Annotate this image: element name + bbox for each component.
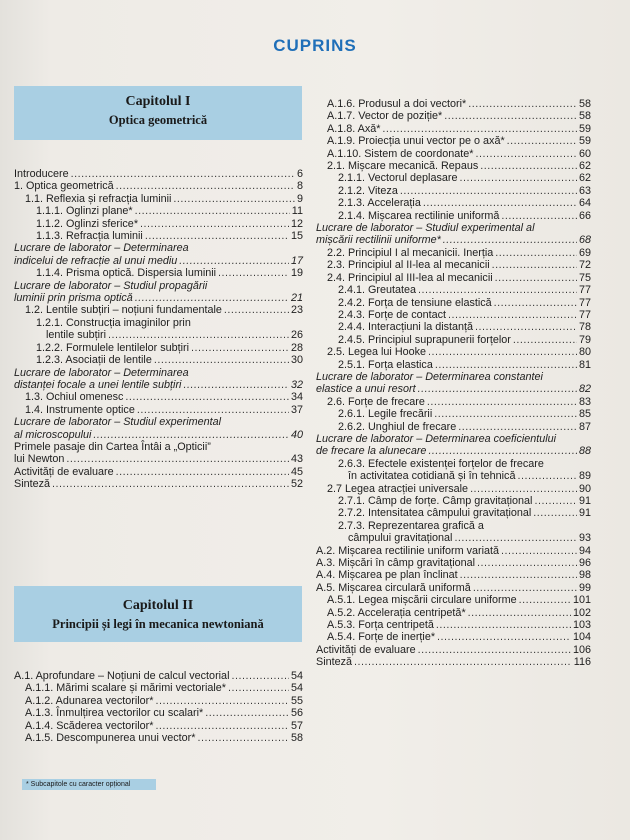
chapter-2-label: Capitolul II bbox=[122, 598, 194, 613]
page-number: 77 bbox=[578, 308, 591, 321]
toc-entry-title: indicelui de refracție al unui mediu bbox=[14, 254, 178, 267]
page-number: 104 bbox=[572, 631, 591, 644]
toc-entry-title: 2.2. Principiul I al mecanicii. Inerția bbox=[327, 246, 494, 259]
toc-entry bbox=[316, 135, 591, 147]
page-number: 98 bbox=[578, 569, 591, 582]
page-number: 103 bbox=[572, 619, 591, 632]
dot-leader bbox=[470, 483, 577, 494]
page-number: 34 bbox=[290, 391, 303, 404]
page-number: 79 bbox=[578, 333, 591, 346]
dot-leader bbox=[507, 135, 577, 146]
toc-right-column bbox=[316, 98, 591, 669]
dot-leader bbox=[444, 110, 577, 121]
dot-leader bbox=[428, 346, 577, 357]
page-number: 58 bbox=[290, 732, 303, 745]
toc-entry bbox=[316, 172, 591, 184]
page-number: 96 bbox=[578, 557, 591, 570]
dot-leader bbox=[501, 545, 577, 556]
page-number: 17 bbox=[290, 254, 303, 267]
toc-entry-title: A.1.9. Proiecția unui vector pe o axă* bbox=[327, 135, 505, 148]
dot-leader bbox=[495, 247, 577, 258]
chapter-1-name: Optica geometrică bbox=[108, 113, 208, 127]
dot-leader bbox=[475, 148, 577, 159]
toc-entry-wrapped: Primele pasaje din Cartea Întâi a „Opticii” bbox=[14, 440, 211, 453]
toc-entry bbox=[316, 148, 591, 160]
toc-entry-title: 2.6.2. Unghiul de frecare bbox=[338, 420, 457, 433]
dot-leader bbox=[459, 172, 577, 183]
toc-entry-title: 1.1.4. Prisma optică. Dispersia luminii bbox=[36, 267, 217, 280]
page-number: 62 bbox=[578, 172, 591, 185]
toc-entry-title: A.5.3. Forța centripetă bbox=[327, 619, 434, 632]
toc-entry-title: 2.3. Principiul al II-lea al mecanicii bbox=[327, 259, 490, 272]
toc-entry bbox=[316, 557, 591, 569]
page-number: 26 bbox=[290, 329, 303, 342]
toc-entry-title: 2.5. Legea lui Hooke bbox=[327, 346, 427, 359]
toc-entry bbox=[316, 309, 591, 321]
toc-entry-title: 2.1.2. Viteza bbox=[338, 184, 398, 197]
toc-entry-title: mișcării rectilinii uniforme* bbox=[316, 234, 441, 247]
toc-entry-title: Activități de evaluare bbox=[14, 465, 114, 478]
page-number: 55 bbox=[290, 694, 303, 707]
dot-leader bbox=[173, 193, 295, 204]
toc-entry bbox=[316, 631, 591, 643]
page-number: 58 bbox=[578, 98, 591, 110]
dot-leader bbox=[228, 682, 289, 693]
toc-entry-wrapped: 2.6.3. Efectele existenței forțelor de frecare bbox=[338, 457, 544, 470]
toc-entry-title: A.3. Mișcări în câmp gravitațional bbox=[316, 557, 476, 570]
dot-leader bbox=[458, 421, 577, 432]
toc-entry-title: elastice a unui resort bbox=[316, 383, 416, 396]
toc-entry-title: 2.7 Legea atracției universale bbox=[327, 482, 469, 495]
chapter-1-header bbox=[14, 86, 302, 140]
toc-entry-title: A.5.2. Accelerația centripetă* bbox=[327, 606, 466, 619]
page-number: 59 bbox=[578, 135, 591, 148]
toc-entry bbox=[14, 478, 303, 490]
dot-leader bbox=[492, 259, 577, 270]
toc-entry bbox=[14, 292, 303, 304]
toc-entry bbox=[316, 532, 591, 544]
lab-work-title: Lucrare de laborator – Studiul experimental bbox=[14, 416, 222, 429]
toc-entry bbox=[14, 205, 303, 217]
toc-entry bbox=[14, 429, 303, 441]
toc-entry bbox=[316, 110, 591, 122]
page-title: CUPRINS bbox=[273, 36, 357, 55]
page-number: 40 bbox=[290, 428, 303, 441]
dot-leader bbox=[427, 396, 577, 407]
toc-entry-title: al microscopului bbox=[14, 428, 92, 441]
toc-entry-title: A.5.4. Forțe de inerție* bbox=[327, 631, 436, 644]
toc-entry-title: 2.4.2. Forța de tensiune elastică bbox=[338, 296, 492, 309]
dot-leader bbox=[145, 230, 289, 241]
toc-entry bbox=[14, 707, 303, 719]
page-number: 28 bbox=[290, 341, 303, 354]
dot-leader bbox=[224, 304, 289, 315]
dot-leader bbox=[428, 445, 577, 456]
page-number: 94 bbox=[578, 544, 591, 557]
page-number: 77 bbox=[578, 296, 591, 309]
page-number: 116 bbox=[573, 656, 591, 669]
toc-entry bbox=[316, 321, 591, 333]
toc-entry bbox=[316, 408, 591, 420]
page-number: 66 bbox=[578, 209, 591, 222]
dot-leader bbox=[436, 619, 571, 630]
page-number: 102 bbox=[572, 606, 591, 619]
toc-entry bbox=[316, 545, 591, 557]
lab-work-title: Lucrare de laborator – Studiul experimental al bbox=[316, 222, 535, 235]
toc-entry-title: A.1.3. Înmulțirea vectorilor cu scalari* bbox=[25, 707, 204, 720]
toc-entry bbox=[316, 396, 591, 408]
toc-entry-title: lui Newton bbox=[14, 453, 65, 466]
toc-entry bbox=[14, 682, 303, 694]
page-number: 85 bbox=[578, 408, 591, 421]
page-number: 21 bbox=[290, 292, 303, 305]
dot-leader bbox=[477, 557, 577, 568]
toc-entry bbox=[316, 359, 591, 371]
toc-entry bbox=[14, 695, 303, 707]
page-number: 88 bbox=[578, 445, 591, 458]
page-number: 77 bbox=[578, 284, 591, 297]
toc-entry-title: 2.1.4. Mișcarea rectilinie uniformă bbox=[338, 209, 500, 222]
toc-entry-title: 2.4. Principiul al III-lea al mecanicii bbox=[327, 271, 493, 284]
dot-leader bbox=[435, 359, 577, 370]
toc-entry bbox=[14, 218, 303, 230]
page-number: 60 bbox=[578, 147, 591, 160]
dot-leader bbox=[418, 284, 577, 295]
toc-entry bbox=[316, 383, 591, 395]
dot-leader bbox=[423, 197, 577, 208]
toc-entry-wrapped: 2.7.3. Reprezentarea grafică a bbox=[338, 519, 484, 532]
dot-leader bbox=[513, 334, 577, 345]
page-number: 58 bbox=[578, 110, 591, 123]
toc-entry-title: 1. Optica geometrică bbox=[14, 180, 114, 193]
dot-leader bbox=[155, 720, 289, 731]
dot-leader bbox=[66, 453, 289, 464]
dot-leader bbox=[191, 342, 289, 353]
dot-leader bbox=[418, 644, 571, 655]
toc-entry bbox=[316, 185, 591, 197]
toc-entry-title: A.1.4. Scăderea vectorilor* bbox=[25, 719, 154, 732]
toc-entry-title: Sinteză bbox=[316, 656, 353, 669]
page-number: 54 bbox=[290, 670, 303, 682]
dot-leader bbox=[135, 205, 290, 216]
toc-entry-title: A.1.6. Produsul a doi vectori* bbox=[327, 98, 467, 110]
toc-entry-title: 2.4.5. Principiul suprapunerii forțelor bbox=[338, 333, 511, 346]
page-number: 56 bbox=[290, 707, 303, 720]
page-number: 82 bbox=[578, 383, 591, 396]
toc-entry bbox=[14, 230, 303, 242]
page-number: 64 bbox=[578, 197, 591, 210]
toc-entry-wrapped: 1.2.1. Construcția imaginilor prin bbox=[36, 316, 191, 329]
page-number: 93 bbox=[578, 532, 591, 545]
page-number: 19 bbox=[290, 267, 303, 280]
toc-entry-title: 2.1. Mișcare mecanică. Repaus bbox=[327, 160, 479, 173]
toc-entry-title: 1.3. Ochiul omenesc bbox=[25, 391, 124, 404]
dot-leader bbox=[468, 98, 577, 109]
dot-leader bbox=[205, 707, 289, 718]
toc-entry bbox=[14, 193, 303, 205]
toc-entry-title: luminii prin prisma optică bbox=[14, 292, 133, 305]
page-number: 68 bbox=[578, 234, 591, 247]
page-number: 69 bbox=[578, 246, 591, 259]
toc-entry-title: A.5. Mișcarea circulară uniformă bbox=[316, 581, 471, 594]
page-number: 91 bbox=[578, 495, 591, 507]
page-number: 37 bbox=[290, 403, 303, 416]
toc-entry-title: 2.5.1. Forța elastica bbox=[338, 358, 433, 371]
toc-entry bbox=[316, 421, 591, 433]
toc-entry-title: 2.7.1. Câmp de forțe. Câmp gravitațional bbox=[338, 495, 533, 507]
toc-entry bbox=[316, 123, 591, 135]
lab-work-title: Lucrare de laborator – Determinarea coeficientului bbox=[316, 432, 557, 445]
dot-leader bbox=[460, 569, 577, 580]
toc-entry bbox=[316, 445, 591, 457]
dot-leader bbox=[183, 379, 289, 390]
page-number: 12 bbox=[290, 217, 303, 230]
toc-entry-title: 2.1.1. Vectorul deplasare bbox=[338, 172, 458, 185]
dot-leader bbox=[382, 123, 577, 134]
dot-leader bbox=[52, 478, 289, 489]
dot-leader bbox=[116, 466, 289, 477]
page-number: 8 bbox=[296, 180, 303, 193]
footnote-optional: * Subcapitole cu caracter opțional bbox=[22, 779, 156, 790]
dot-leader bbox=[468, 607, 571, 618]
toc-entry bbox=[14, 304, 303, 316]
page-number: 81 bbox=[578, 358, 591, 371]
toc-entry-title: 2.4.1. Greutatea bbox=[338, 284, 417, 297]
toc-entry bbox=[316, 247, 591, 259]
toc-entry-title: 2.1.3. Accelerația bbox=[338, 197, 421, 210]
dot-leader bbox=[135, 292, 289, 303]
page-number: 101 bbox=[572, 594, 591, 607]
page-number: 89 bbox=[578, 470, 591, 483]
toc-entry-title: 1.4. Instrumente optice bbox=[25, 403, 135, 416]
toc-entry bbox=[14, 255, 303, 267]
dot-leader bbox=[197, 732, 289, 743]
page-number: 106 bbox=[572, 643, 591, 656]
page-number: 90 bbox=[578, 482, 591, 495]
toc-entry-title: A.1.7. Vector de poziție* bbox=[327, 110, 443, 123]
page-number: 45 bbox=[290, 465, 303, 478]
toc-entry-title: 1.1.1. Oglinzi plane* bbox=[36, 205, 133, 218]
dot-leader bbox=[448, 309, 577, 320]
dot-leader bbox=[534, 495, 577, 506]
toc-entry-title: A.1. Aprofundare – Noțiuni de calcul vectorial bbox=[14, 670, 230, 682]
page-number: 59 bbox=[578, 122, 591, 135]
toc-entry bbox=[14, 466, 303, 478]
dot-leader bbox=[454, 532, 577, 543]
dot-leader bbox=[154, 354, 289, 365]
dot-leader bbox=[519, 594, 571, 605]
toc-entry bbox=[316, 272, 591, 284]
dot-leader bbox=[354, 656, 572, 667]
toc-entry-title: 1.2.3. Asociații de lentile bbox=[36, 354, 152, 367]
toc-entry bbox=[316, 569, 591, 581]
toc-entry bbox=[316, 160, 591, 172]
toc-entry-title: A.4. Mișcarea pe plan înclinat bbox=[316, 569, 458, 582]
toc-entry bbox=[14, 670, 303, 682]
dot-leader bbox=[517, 470, 577, 481]
toc-entry bbox=[14, 354, 303, 366]
toc-entry bbox=[14, 342, 303, 354]
toc-left-column-top bbox=[14, 168, 303, 491]
toc-entry bbox=[14, 453, 303, 465]
toc-entry bbox=[316, 483, 591, 495]
dot-leader bbox=[93, 429, 289, 440]
toc-entry-title: A.1.1. Mărimi scalare și mărimi vectoriale* bbox=[25, 682, 226, 695]
dot-leader bbox=[108, 329, 289, 340]
toc-entry bbox=[316, 470, 591, 482]
page-number: 57 bbox=[290, 719, 303, 732]
toc-entry-title: 2.7.2. Intensitatea câmpului gravitațional bbox=[338, 507, 532, 520]
page-number: 99 bbox=[578, 581, 591, 594]
toc-entry-title: în activitatea cotidiană și în tehnică bbox=[348, 470, 516, 483]
dot-leader bbox=[480, 160, 577, 171]
toc-entry bbox=[14, 391, 303, 403]
toc-entry bbox=[316, 284, 591, 296]
dot-leader bbox=[218, 267, 289, 278]
toc-entry bbox=[316, 594, 591, 606]
dot-leader bbox=[71, 168, 295, 179]
toc-entry-title: 1.2. Lentile subțiri – noțiuni fundamentale bbox=[25, 304, 222, 317]
toc-entry bbox=[14, 168, 303, 180]
toc-entry bbox=[316, 644, 591, 656]
toc-entry-title: A.2. Mișcarea rectilinie uniform variată bbox=[316, 544, 500, 557]
toc-entry bbox=[316, 619, 591, 631]
dot-leader bbox=[437, 631, 571, 642]
dot-leader bbox=[155, 695, 289, 706]
toc-entry bbox=[316, 582, 591, 594]
toc-entry bbox=[14, 329, 303, 341]
toc-entry-title: Sinteză bbox=[14, 478, 51, 491]
page-number: 91 bbox=[578, 507, 591, 520]
toc-entry bbox=[14, 732, 303, 744]
toc-entry-title: 1.2.2. Formulele lentilelor subțiri bbox=[36, 341, 190, 354]
toc-entry bbox=[316, 495, 591, 507]
toc-entry bbox=[316, 297, 591, 309]
chapter-2-name: Principii și legi în mecanica newtoniană bbox=[52, 617, 264, 631]
dot-leader bbox=[434, 408, 577, 419]
toc-entry bbox=[316, 607, 591, 619]
toc-entry-title: A.1.8. Axă* bbox=[327, 122, 381, 135]
toc-entry bbox=[316, 656, 591, 668]
toc-left-column-bottom bbox=[14, 670, 303, 744]
toc-entry-title: câmpului gravitațional bbox=[348, 532, 453, 545]
toc-entry bbox=[14, 180, 303, 192]
page-number: 23 bbox=[290, 304, 303, 317]
page-number: 30 bbox=[290, 354, 303, 367]
dot-leader bbox=[125, 391, 289, 402]
lab-work-title: Lucrare de laborator – Determinarea constantei bbox=[316, 370, 543, 383]
dot-leader bbox=[443, 234, 577, 245]
page-number: 62 bbox=[578, 160, 591, 173]
page-number: 72 bbox=[578, 259, 591, 272]
page-number: 32 bbox=[290, 378, 303, 391]
toc-entry-title: 2.6. Forțe de frecare bbox=[327, 395, 425, 408]
dot-leader bbox=[473, 582, 577, 593]
toc-entry bbox=[316, 259, 591, 271]
toc-entry-title: 2.4.4. Interacțiuni la distanță bbox=[338, 321, 474, 334]
dot-leader bbox=[231, 670, 289, 681]
toc-entry-title: 1.1. Reflexia și refracția luminii bbox=[25, 192, 172, 205]
page-number: 83 bbox=[578, 395, 591, 408]
toc-entry-title: lentile subțiri bbox=[46, 329, 107, 342]
toc-entry bbox=[316, 197, 591, 209]
page-number: 6 bbox=[296, 168, 303, 180]
page-number: 9 bbox=[296, 192, 303, 205]
page-number: 43 bbox=[290, 453, 303, 466]
page-number: 54 bbox=[290, 682, 303, 695]
toc-entry-title: 1.1.2. Oglinzi sferice* bbox=[36, 217, 139, 230]
toc-entry bbox=[316, 334, 591, 346]
toc-entry-title: de frecare la alunecare bbox=[316, 445, 427, 458]
toc-entry-title: Activități de evaluare bbox=[316, 643, 416, 656]
page-number: 78 bbox=[578, 321, 591, 334]
toc-entry-title: 1.1.3. Refracția luminii bbox=[36, 230, 143, 243]
toc-entry-title: A.1.10. Sistem de coordonate* bbox=[327, 147, 474, 160]
toc-entry-title: 2.4.3. Forțe de contact bbox=[338, 308, 447, 321]
dot-leader bbox=[116, 180, 295, 191]
toc-entry-title: A.1.5. Descompunerea unui vector* bbox=[25, 732, 196, 745]
lab-work-title: Lucrare de laborator – Determinarea bbox=[14, 242, 189, 255]
dot-leader bbox=[533, 507, 577, 518]
dot-leader bbox=[495, 272, 577, 283]
page-number: 15 bbox=[290, 230, 303, 243]
toc-entry bbox=[316, 234, 591, 246]
lab-work-title: Lucrare de laborator – Studiul propagării bbox=[14, 279, 208, 292]
toc-entry-title: 2.6.1. Legile frecării bbox=[338, 408, 433, 421]
chapter-1-label: Capitolul I bbox=[125, 94, 191, 109]
dot-leader bbox=[400, 185, 577, 196]
toc-entry-title: Introducere bbox=[14, 168, 69, 180]
toc-entry bbox=[14, 720, 303, 732]
toc-entry bbox=[316, 507, 591, 519]
dot-leader bbox=[494, 297, 577, 308]
toc-entry bbox=[14, 379, 303, 391]
page-number: 63 bbox=[578, 184, 591, 197]
toc-entry bbox=[14, 267, 303, 279]
lab-work-title: Lucrare de laborator – Determinarea bbox=[14, 366, 189, 379]
toc-entry bbox=[316, 346, 591, 358]
toc-entry bbox=[14, 404, 303, 416]
page-number: 11 bbox=[291, 205, 303, 218]
dot-leader bbox=[140, 218, 289, 229]
dot-leader bbox=[475, 321, 577, 332]
page-number: 75 bbox=[578, 271, 591, 284]
dot-leader bbox=[179, 255, 289, 266]
toc-entry-title: A.5.1. Legea mișcării circulare uniforme bbox=[327, 594, 517, 607]
dot-leader bbox=[418, 383, 577, 394]
dot-leader bbox=[137, 404, 289, 415]
toc-entry-title: A.1.2. Adunarea vectorilor* bbox=[25, 694, 154, 707]
page-number: 87 bbox=[578, 420, 591, 433]
toc-entry bbox=[316, 98, 591, 110]
chapter-2-header bbox=[14, 586, 302, 642]
dot-leader bbox=[501, 210, 577, 221]
toc-entry bbox=[316, 210, 591, 222]
toc-entry-title: distanței focale a unei lentile subțiri bbox=[14, 378, 182, 391]
page-number: 80 bbox=[578, 346, 591, 359]
page-number: 52 bbox=[290, 478, 303, 491]
